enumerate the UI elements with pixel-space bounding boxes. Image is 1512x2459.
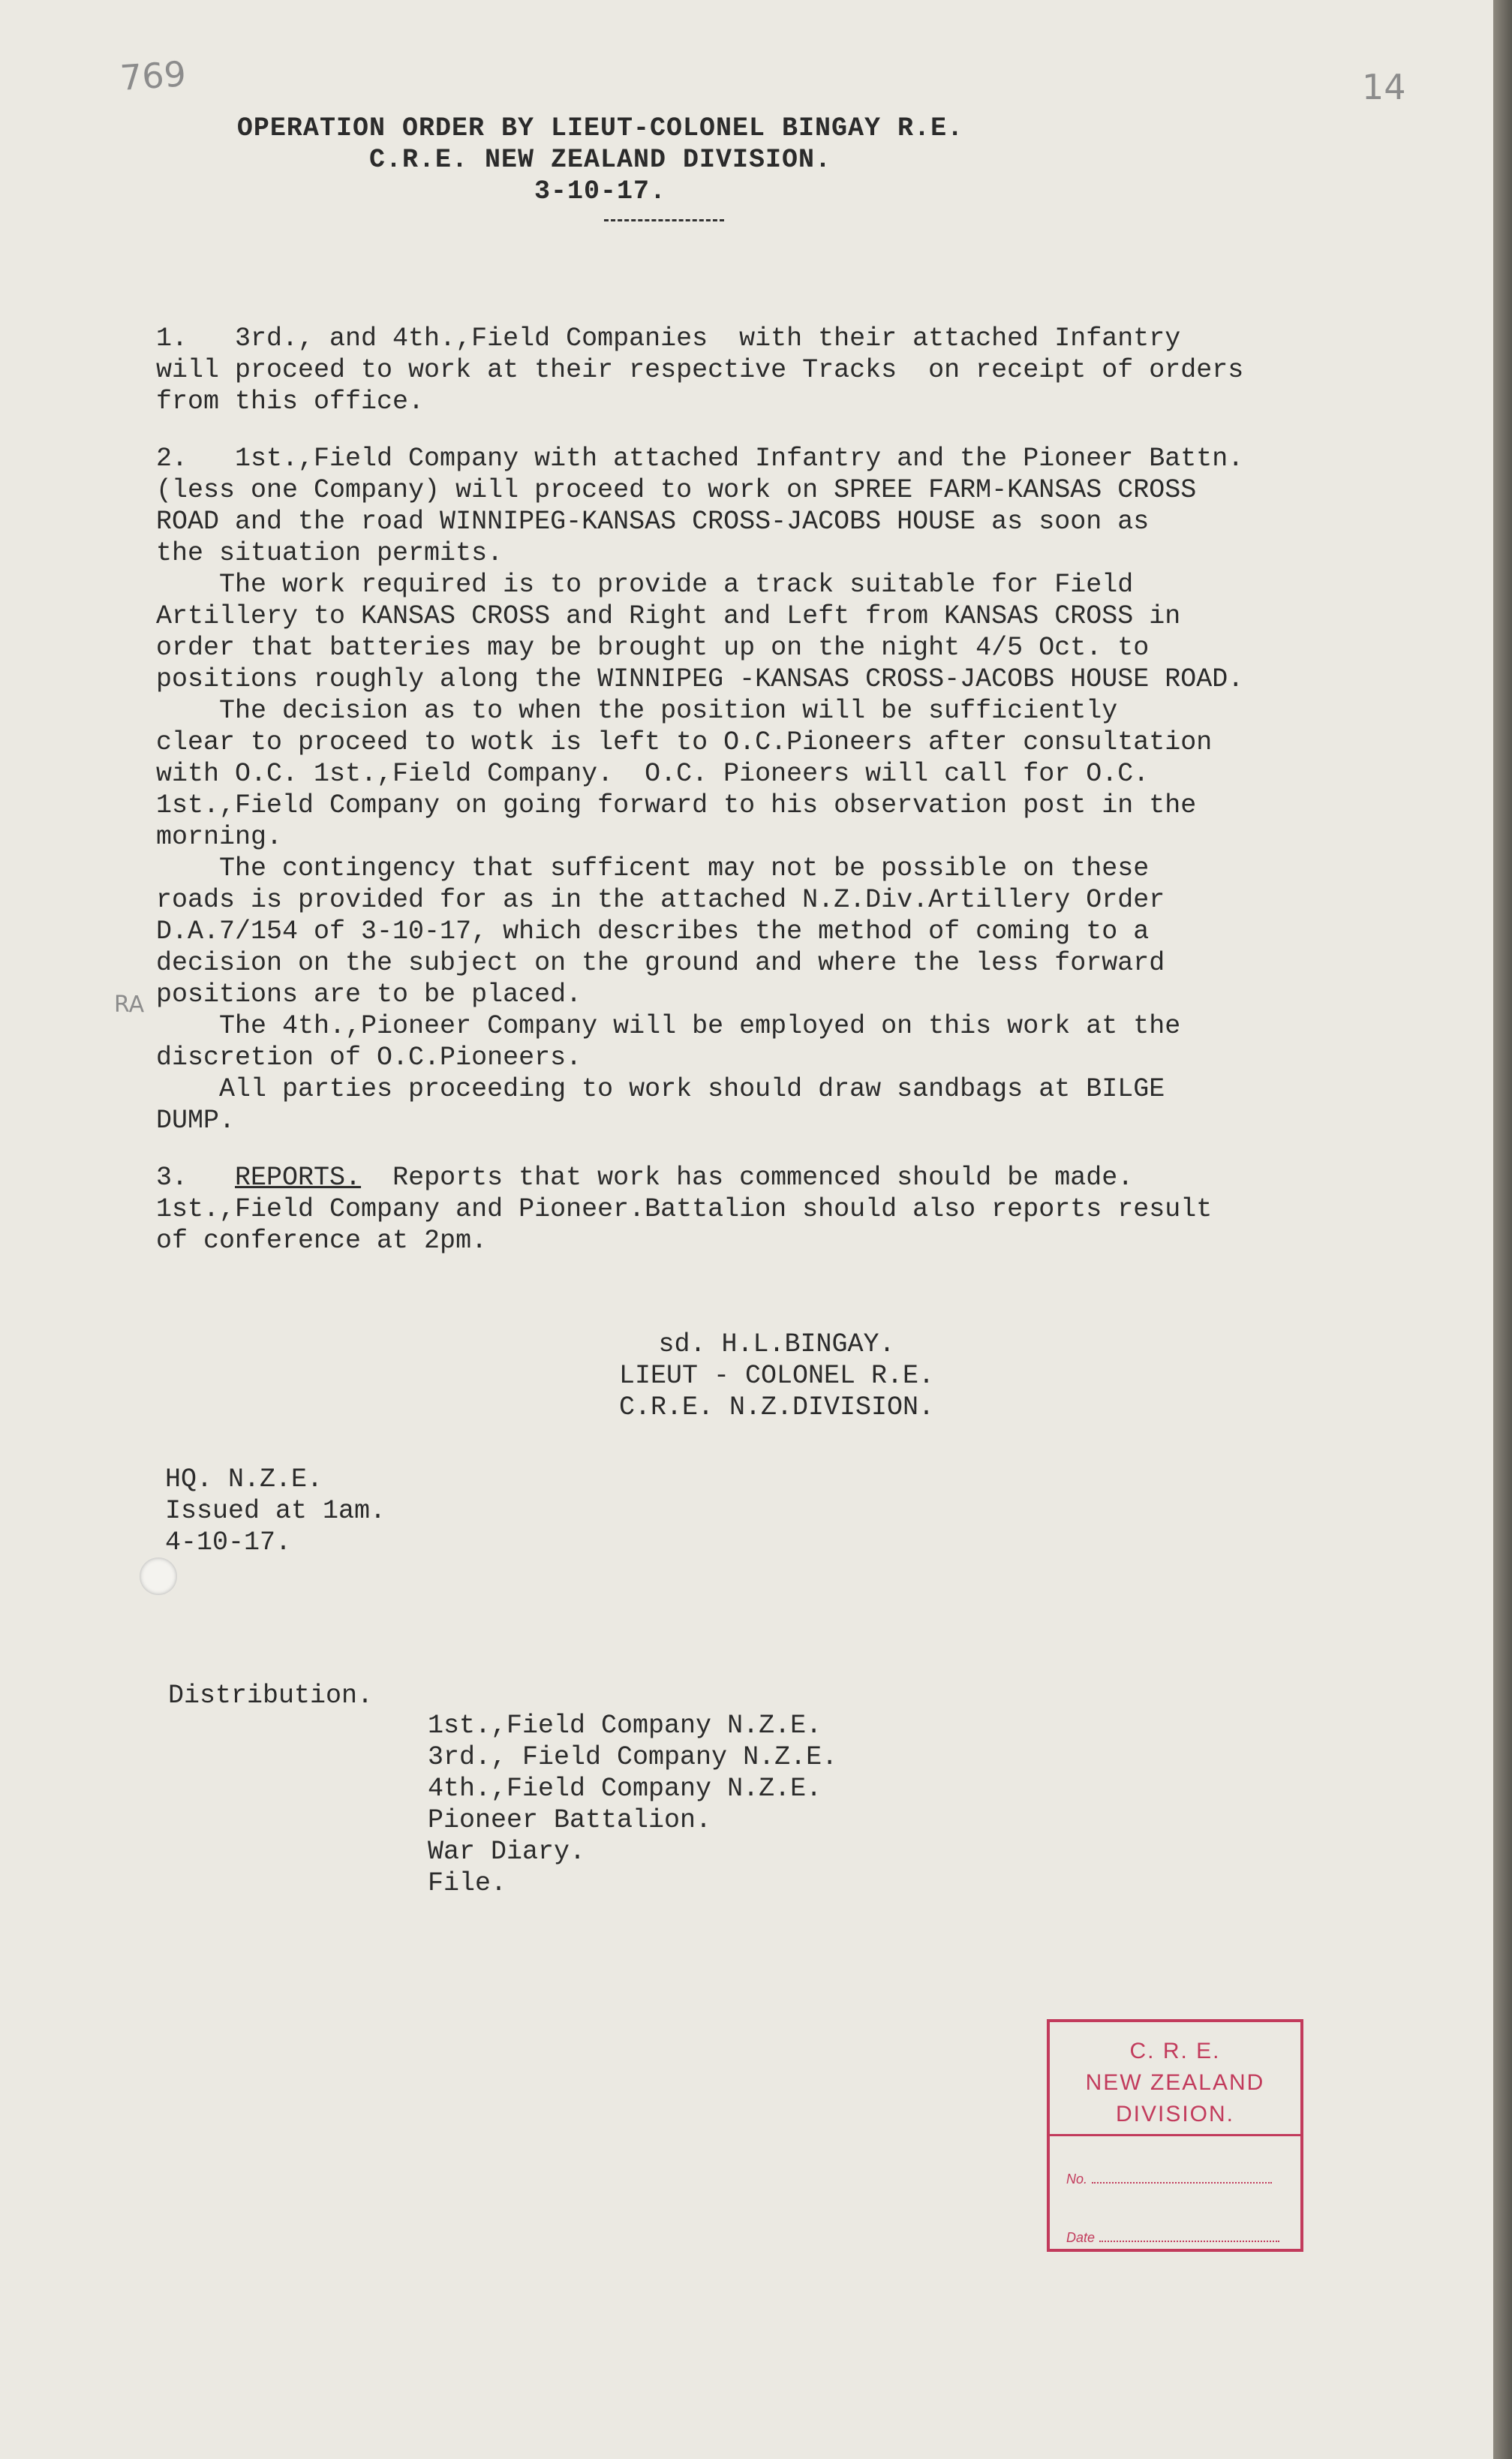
issue-hq: HQ. N.Z.E. <box>165 1464 323 1494</box>
cre-stamp <box>1047 2019 1303 2252</box>
reports-line <box>156 1162 1447 1193</box>
distribution-label: Distribution. <box>168 1681 374 1711</box>
paragraph-number: 3. <box>156 1163 188 1193</box>
text-line: The contingency that sufficent may not be possible on these <box>156 853 1150 883</box>
text-line: Reports that work has commenced should be made. <box>361 1163 1134 1193</box>
heading-line-2: C.R.E. NEW ZEALAND DIVISION. <box>368 145 832 175</box>
issue-time: Issued at 1am. <box>165 1496 386 1526</box>
text-line: The 4th.,Pioneer Company will be employed on this work at the <box>156 1011 1181 1041</box>
distribution-item: War Diary. <box>428 1837 586 1867</box>
archive-number-annotation: 769 <box>119 53 188 98</box>
margin-note: RA <box>114 992 145 1018</box>
signature-line-2: LIEUT - COLONEL R.E. <box>618 1361 935 1391</box>
heading-line-1: OPERATION ORDER BY LIEUT-COLONEL BINGAY R.E. <box>236 113 964 143</box>
text-line: of conference at 2pm. <box>156 1226 488 1256</box>
distribution-item: Pioneer Battalion. <box>428 1805 712 1835</box>
reports-heading: REPORTS. <box>235 1163 362 1193</box>
heading-date: 3-10-17. <box>534 176 667 206</box>
distribution-item: 4th.,Field Company N.Z.E. <box>428 1774 822 1804</box>
text-line: the situation permits. <box>156 538 503 568</box>
text-line: 1. 3rd., and 4th.,Field Companies with their attached Infantry <box>156 324 1181 354</box>
stamp-header <box>1050 2022 1300 2136</box>
page-edge-shadow <box>1493 0 1512 2459</box>
text-line: D.A.7/154 of 3-10-17, which describes the method of coming to a <box>156 916 1150 947</box>
paragraph-2 <box>156 443 1447 1136</box>
text-line: 2. 1st.,Field Company with attached Infantry and the Pioneer Battn. <box>156 444 1244 474</box>
text-line: from this office. <box>156 387 425 417</box>
text-line: DUMP. <box>156 1106 236 1136</box>
text-line: clear to proceed to wotk is left to O.C.Pioneers after consultation <box>156 727 1213 757</box>
distribution-item: File. <box>428 1868 507 1898</box>
stamp-number-blank <box>1092 2182 1272 2184</box>
punch-hole <box>140 1558 177 1595</box>
text-line: discretion of O.C.Pioneers. <box>156 1043 582 1073</box>
heading-rule <box>604 219 724 221</box>
text-line: roads is provided for as in the attached N.Z.Div.Artillery Order <box>156 885 1165 915</box>
stamp-number-label: No. <box>1066 2172 1088 2187</box>
paragraph-1 <box>156 323 1447 417</box>
text-line: The decision as to when the position will be sufficiently <box>156 696 1118 726</box>
text-line: Artillery to KANSAS CROSS and Right and Left from KANSAS CROSS in <box>156 601 1181 631</box>
text-line: ROAD and the road WINNIPEG-KANSAS CROSS-JACOBS HOUSE as soon as <box>156 507 1150 537</box>
text-line: positions roughly along the WINNIPEG -KANSAS CROSS-JACOBS HOUSE ROAD. <box>156 664 1244 694</box>
text-line: morning. <box>156 822 283 852</box>
page-number-annotation: 14 <box>1362 67 1406 107</box>
order-body <box>156 323 1447 1270</box>
stamp-line-3: DIVISION. <box>1115 2102 1235 2126</box>
text-line: positions are to be placed. <box>156 980 582 1010</box>
distribution-item: 3rd., Field Company N.Z.E. <box>428 1742 838 1772</box>
text-line: All parties proceeding to work should draw sandbags at BILGE <box>156 1074 1165 1104</box>
text-line: The work required is to provide a track suitable for Field <box>156 570 1134 600</box>
stamp-line-1: C. R. E. <box>1129 2039 1221 2063</box>
text-line: with O.C. 1st.,Field Company. O.C. Pioneers will call for O.C. <box>156 759 1150 789</box>
text-line: 1st.,Field Company on going forward to his observation post in the <box>156 790 1197 820</box>
stamp-line-2: NEW ZEALAND <box>1085 2070 1265 2095</box>
stamp-date-field <box>1050 2222 1300 2253</box>
text-line: will proceed to work at their respective Tracks on receipt of orders <box>156 355 1244 385</box>
text-line: order that batteries may be brought up on the night 4/5 Oct. to <box>156 633 1150 663</box>
distribution-item: 1st.,Field Company N.Z.E. <box>428 1711 822 1741</box>
text-line: decision on the subject on the ground and where the less forward <box>156 948 1165 978</box>
stamp-date-blank <box>1099 2241 1279 2242</box>
stamp-number-field <box>1050 2163 1300 2195</box>
paragraph-3 <box>156 1162 1447 1257</box>
text-line: (less one Company) will proceed to work on SPREE FARM-KANSAS CROSS <box>156 475 1197 505</box>
text-line: 1st.,Field Company and Pioneer.Battalion should also reports result <box>156 1194 1213 1224</box>
stamp-date-label: Date <box>1066 2230 1096 2245</box>
distribution-list <box>428 1710 837 1899</box>
signature-line-1: sd. H.L.BINGAY. <box>658 1329 895 1359</box>
signature-line-3: C.R.E. N.Z.DIVISION. <box>618 1392 935 1422</box>
issue-date: 4-10-17. <box>165 1527 292 1558</box>
